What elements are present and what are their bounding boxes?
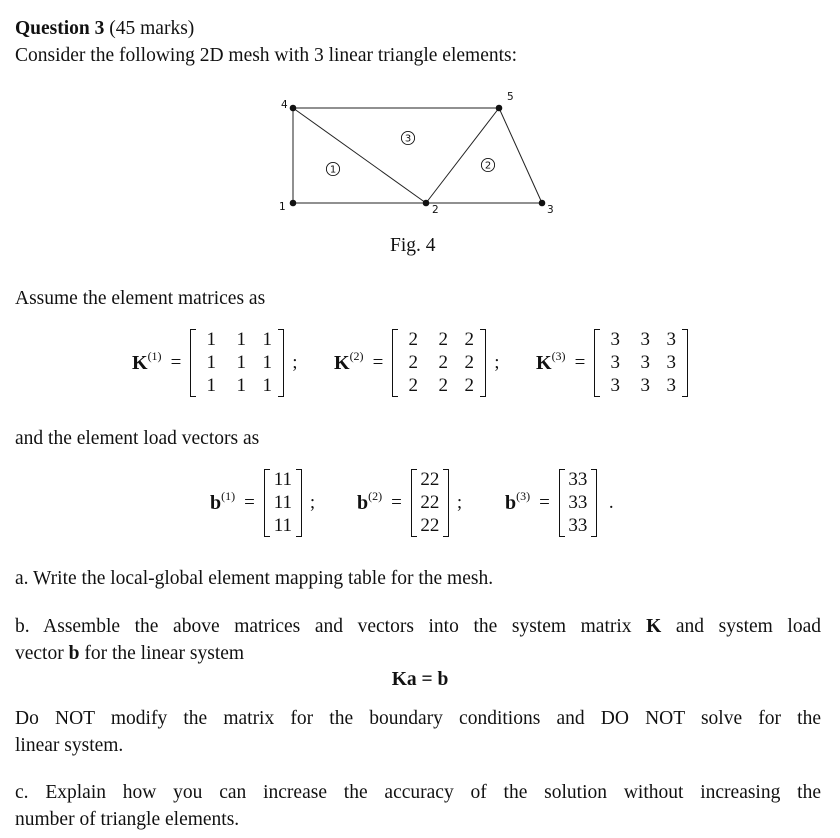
mesh-nodes: [290, 105, 546, 207]
matrix-k2: $K^{(2)}$ = 2 2 2 2 2 2 2 2 2 ;: [334, 329, 500, 396]
edge-2-5: [426, 108, 499, 203]
part-c-line1: c. Explain how you can increase the accuracy of the solution without increasing the: [15, 782, 821, 803]
matrix-k2-bracket: 2 2 2 2 2 2 2 2 2: [392, 329, 486, 397]
edge-4-2: [293, 108, 426, 203]
note-line1: Do NOT modify the matrix for the boundary conditions and DO NOT solve for the: [15, 708, 821, 729]
vector-b2-bracket: 22 22 22: [411, 469, 449, 537]
element-label-1: 1: [329, 164, 337, 176]
node-5: [496, 105, 503, 112]
vector-b2: $b^{(2)}$ = 22 22 22 ;: [357, 469, 463, 536]
part-a-text: a. Write the local-global element mapping table for the mesh.: [15, 568, 494, 589]
node-4: [290, 105, 297, 112]
load-text: and the element load vectors as: [15, 428, 260, 449]
question-intro: Consider the following 2D mesh with 3 linear triangle elements:: [15, 45, 518, 66]
node-1: [290, 200, 297, 207]
part-b-line1: b. Assemble the above matrices and vectors into the system matrix K and system load: [15, 616, 821, 637]
matrix-k1-bracket: 1 1 1 1 1 1 1 1 1: [190, 329, 284, 397]
part-c-line2: number of triangle elements.: [15, 809, 240, 830]
element-markers: [326, 131, 494, 175]
question-marks: (45 marks): [109, 18, 195, 39]
vector-b1-bracket: 11 11 11: [264, 469, 302, 537]
node-label-1: 1: [279, 201, 286, 213]
matrix-k3-bracket: 3 3 3 3 3 3 3 3 3: [594, 329, 688, 397]
mesh-figure: [0, 0, 840, 270]
mesh-edges: [293, 108, 542, 203]
question-title: Question 3: [15, 18, 105, 39]
note-line2: linear system.: [15, 735, 124, 756]
node-label-5: 5: [507, 91, 514, 103]
vector-b1: $b^{(1)}$ = 11 11 11 ;: [210, 469, 316, 536]
node-label-2: 2: [432, 204, 439, 216]
vector-b3-bracket: 33 33 33: [559, 469, 597, 537]
node-label-3: 3: [547, 204, 554, 216]
matrix-k3: $K^{(3)}$ = 3 3 3 3 3 3 3 3 3: [536, 329, 688, 397]
matrix-k2-symbol: $K^{(2)}$: [334, 348, 364, 374]
matrix-k3-symbol: $K^{(3)}$: [536, 348, 566, 374]
node-label-4: 4: [281, 99, 288, 111]
figure-caption: Fig. 4: [390, 235, 436, 256]
part-b-line2: vector b for the linear system: [15, 643, 245, 664]
matrix-k1: $K^{(1)}$ = 1 1 1 1 1 1 1 1 1 ;: [132, 329, 298, 396]
system-equation: Ka = b: [391, 669, 449, 690]
node-3: [539, 200, 546, 207]
vector-b3-symbol: $b^{(3)}$: [505, 488, 531, 514]
vector-b3: $b^{(3)}$ = 33 33 33 .: [505, 469, 614, 536]
vector-b2-symbol: $b^{(2)}$: [357, 488, 383, 514]
vector-b1-symbol: $b^{(1)}$: [210, 488, 236, 514]
matrix-k1-symbol: $K^{(1)}$: [132, 348, 162, 374]
assume-text: Assume the element matrices as: [15, 288, 266, 309]
edge-5-3: [499, 108, 542, 203]
element-label-2: 2: [484, 160, 492, 172]
node-2: [423, 200, 430, 207]
element-label-3: 3: [404, 133, 412, 145]
